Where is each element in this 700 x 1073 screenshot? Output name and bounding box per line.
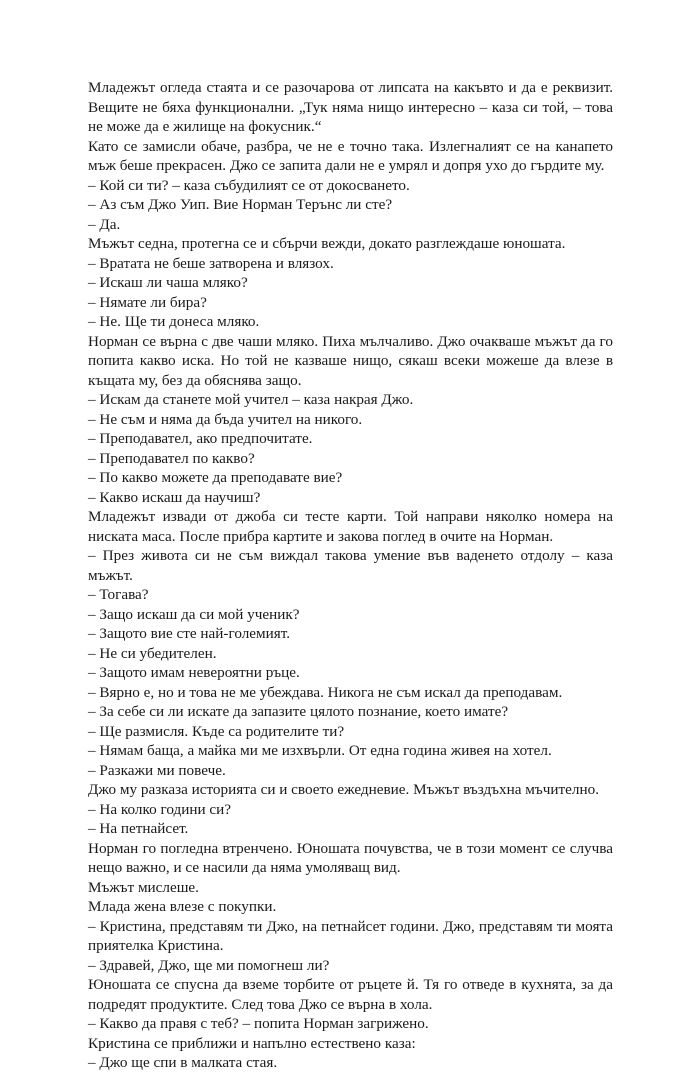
paragraph: – Вярно е, но и това не ме убеждава. Никога не съм искал да преподавам. bbox=[88, 683, 563, 701]
paragraph: – Кристина, представям ти Джо, на петнайсет години. Джо, представям ти моята приятелка Кристина. bbox=[88, 917, 613, 954]
paragraph: Норман се върна с две чаши мляко. Пиха мълчаливо. Джо очакваше мъжът да го попита какво иска. Но той не казваше нищо, сякаш всеки можеше да влезе в къщата му, без да обяснява защо. bbox=[88, 332, 613, 389]
paragraph: – Не. Ще ти донеса мляко. bbox=[88, 313, 260, 330]
paragraph: – Искам да станете мой учител – каза накрая Джо. bbox=[88, 391, 414, 408]
paragraph: Младежът огледа стаята и се разочарова от липсата на какъвто и да е реквизит. Вещите не бяха функционални. „Тук няма нищо интересно – каза си той, – това не може да е жилище на фокусник.“ bbox=[88, 79, 613, 135]
paragraph: – Джо ще спи в малката стая. bbox=[88, 1054, 278, 1071]
document-page bbox=[88, 78, 613, 1073]
paragraph: Джо му разказа историята си и своето ежедневие. Мъжът въздъхна мъчително. bbox=[88, 781, 599, 798]
paragraph: – Нямате ли бира? bbox=[88, 293, 207, 311]
paragraph: – Кой си ти? – каза събудилият се от докосването. bbox=[88, 176, 410, 194]
paragraph: – Вратата не беше затворена и влязох. bbox=[88, 254, 334, 272]
paragraph: – Какво искаш да научиш? bbox=[88, 488, 261, 506]
paragraph: – Разкажи ми повече. bbox=[88, 761, 226, 779]
paragraph: – Какво да правя с теб? – попита Норман загрижено. bbox=[88, 1015, 429, 1032]
paragraph: – По какво можете да преподавате вие? bbox=[88, 469, 343, 486]
paragraph: – Защото вие сте най-големият. bbox=[88, 625, 291, 642]
paragraph: Млада жена влезе с покупки. bbox=[88, 898, 277, 915]
paragraph: – Аз съм Джо Уип. Вие Норман Терънс ли сте? bbox=[88, 196, 393, 213]
paragraph: – На петнайсет. bbox=[88, 820, 189, 837]
paragraph: Кристина се приближи и напълно естествено каза: bbox=[88, 1034, 416, 1052]
paragraph: – Да. bbox=[88, 215, 121, 233]
paragraph: – На колко години си? bbox=[88, 800, 231, 818]
paragraph: – Защото имам невероятни ръце. bbox=[88, 664, 300, 681]
paragraph: – Тогава? bbox=[88, 586, 149, 603]
paragraph: – Ще размисля. Къде са родителите ти? bbox=[88, 722, 345, 740]
paragraph: Като се замисли обаче, разбра, че не е точно така. Излегналият се на канапето мъж беше прекрасен. Джо се запита дали не е умрял и допря ухо до гърдите му. bbox=[88, 137, 613, 174]
paragraph: – Не съм и няма да бъда учител на никого. bbox=[88, 410, 363, 428]
paragraph: Норман го погледна втренчено. Юношата почувства, че в този момент се случва нещо важно, и се насили да няма умоляващ вид. bbox=[88, 839, 613, 876]
paragraph: Младежът извади от джоба си тесте карти. Той направи няколко номера на ниската маса. После прибра картите и закова поглед в очите на Норман. bbox=[88, 508, 613, 545]
paragraph: – Не си убедителен. bbox=[88, 644, 217, 662]
paragraph: – През живота си не съм виждал такова умение във ваденето отдолу – каза мъжът. bbox=[88, 547, 613, 584]
paragraph: – Преподавател по какво? bbox=[88, 449, 255, 467]
paragraph: – За себе си ли искате да запазите цялото познание, което имате? bbox=[88, 703, 509, 720]
paragraph: Мъжът мислеше. bbox=[88, 878, 199, 896]
paragraph: Мъжът седна, протегна се и сбърчи вежди, докато разглеждаше юношата. bbox=[88, 235, 566, 252]
paragraph: – Нямам баща, а майка ми ме изхвърли. От една година живея на хотел. bbox=[88, 742, 552, 759]
paragraph: – Преподавател, ако предпочитате. bbox=[88, 430, 313, 447]
paragraph: Юношата се спусна да вземе торбите от ръцете й. Тя го отведе в кухнята, за да подредят продуктите. След това Джо се върна в хола. bbox=[88, 976, 613, 1013]
paragraph: – Защо искаш да си мой ученик? bbox=[88, 605, 300, 623]
paragraph: – Здравей, Джо, ще ми помогнеш ли? bbox=[88, 956, 330, 974]
paragraph: – Искаш ли чаша мляко? bbox=[88, 274, 248, 291]
